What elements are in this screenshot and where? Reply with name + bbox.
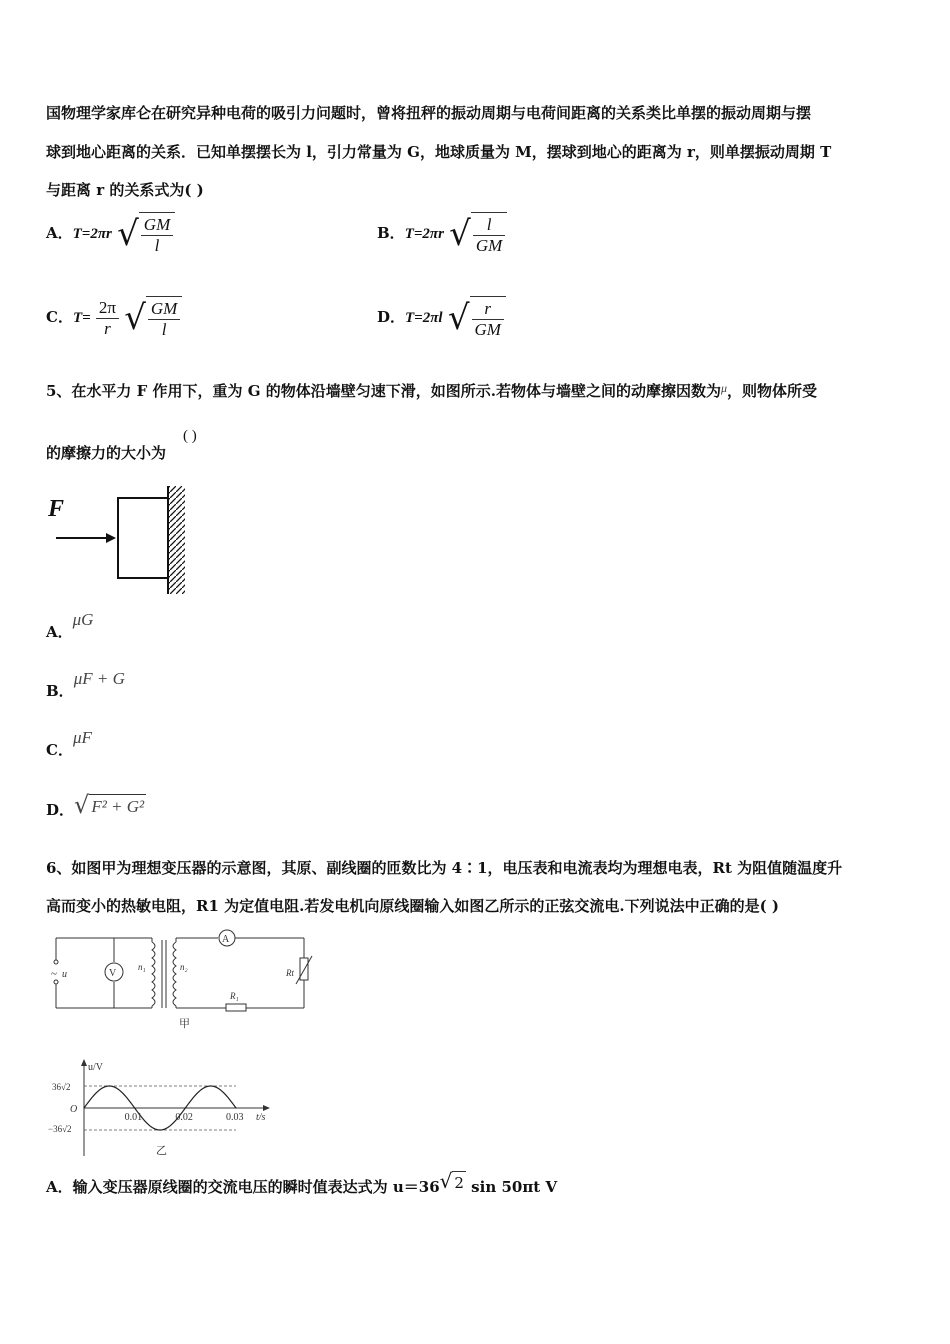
data-point [109, 1085, 110, 1086]
sqrt-symbol: √ $\frac{GM}{l}$ [124, 296, 182, 340]
figure-caption: 乙 [156, 1145, 167, 1157]
primary-coil [152, 942, 155, 1006]
svg-text:R₁: R₁ [230, 991, 239, 1001]
data-point [235, 1107, 236, 1108]
q4-option-c[interactable]: C．T= $\frac{2\pi}{r}$ √ $\frac{GM}{l}$ [46, 296, 182, 340]
sqrt-symbol: √ $\frac{GM}{l}$ [117, 212, 175, 256]
q5-option-c[interactable]: C．μF [46, 728, 92, 759]
mu-symbol: μ [721, 381, 728, 395]
wall-hatch [169, 486, 185, 594]
q6-option-a[interactable]: A．输入变压器原线圈的交流电压的瞬时值表达式为 u＝36 √ 2 sin 50πt V [46, 1169, 558, 1196]
q4-stem-line1: 国物理学家库仑在研究异种电荷的吸引力问题时，曾将扭秤的振动周期与电荷间距离的关系类比单摆的振动周期与摆 [46, 104, 812, 122]
q5-stem-line1: 5、在水平力 F 作用下，重为 G 的物体沿墙壁匀速下滑，如图所示.若物体与墙壁之间的动摩擦因数为$^\mu$，则物体所受 [46, 381, 818, 400]
transformer-circuit [48, 928, 328, 1032]
q5-stem-line2: 的摩擦力的大小为 [46, 444, 167, 462]
origin-label: O [70, 1104, 78, 1115]
q6-stem-line1: 6、如图甲为理想变压器的示意图，其原、副线圈的匝数比为 4∶1，电压表和电流表均为理想电表，Rt 为阻值随温度升 [46, 859, 843, 877]
data-point [159, 1129, 160, 1130]
x-tick-label: 0.01 [124, 1112, 143, 1123]
block [118, 498, 168, 578]
svg-text:n₂: n₂ [180, 962, 188, 972]
ymin-label: −36√2 [48, 1124, 72, 1134]
sqrt-symbol: √ $\frac{l}{GM}$ [449, 212, 507, 256]
data-point [210, 1085, 211, 1086]
y-axis-label: u/V [88, 1062, 103, 1073]
data-point [185, 1107, 186, 1108]
resistor-r1 [226, 1004, 246, 1011]
svg-text:V: V [109, 968, 117, 979]
data-point [83, 1107, 84, 1108]
force-label: F [48, 496, 65, 522]
q5-force-figure [44, 486, 194, 598]
q4-stem-line2: 球到地心距离的关系．已知单摆摆长为 l，引力常量为 G，地球质量为 M，摆球到地心的距离为 r，则单摆振动周期 T [46, 143, 832, 161]
sqrt-symbol: √ $\frac{r}{GM}$ [448, 296, 506, 340]
x-tick-label: 0.03 [226, 1112, 244, 1123]
q4-option-b[interactable]: B．T=2πr √ $\frac{l}{GM}$ [377, 212, 507, 256]
x-tick-label: 0.02 [175, 1112, 193, 1123]
force-arrowhead [106, 533, 116, 543]
data-point [134, 1107, 135, 1108]
waveform-chart [46, 1056, 286, 1162]
q5-option-b[interactable]: B．μF + G [46, 669, 125, 700]
q6-stem-line2: 高而变小的热敏电阻，R1 为定值电阻.若发电机向原线圈输入如图乙所示的正弦交流电.下列说法中正确的是( ) [46, 897, 779, 915]
sqrt-symbol: √ 2 [439, 1169, 464, 1193]
sqrt-symbol: √ F² + G² [74, 791, 145, 819]
q5-option-a[interactable]: A．μG [46, 610, 94, 641]
secondary-coil [173, 942, 176, 1006]
svg-text:甲: 甲 [179, 1018, 190, 1030]
q4-stem-line3: 与距离 r 的关系式为( ) [46, 181, 204, 199]
q5-option-d[interactable]: D． √ F² + G² [46, 791, 145, 819]
q4-option-d[interactable]: D．T=2πl √ $\frac{r}{GM}$ [377, 296, 506, 340]
svg-text:~: ~ [51, 968, 57, 980]
ymax-label: 36√2 [52, 1082, 71, 1092]
svg-text:A: A [222, 934, 230, 945]
svg-text:Rt: Rt [286, 968, 294, 978]
svg-text:u: u [62, 969, 67, 980]
x-axis-label: t/s [256, 1112, 266, 1123]
svg-text:n₁: n₁ [138, 962, 146, 972]
q5-answer-paren: ( ) [183, 428, 197, 444]
q4-option-a[interactable]: A．T=2πr √ $\frac{GM}{l}$ [46, 212, 175, 256]
